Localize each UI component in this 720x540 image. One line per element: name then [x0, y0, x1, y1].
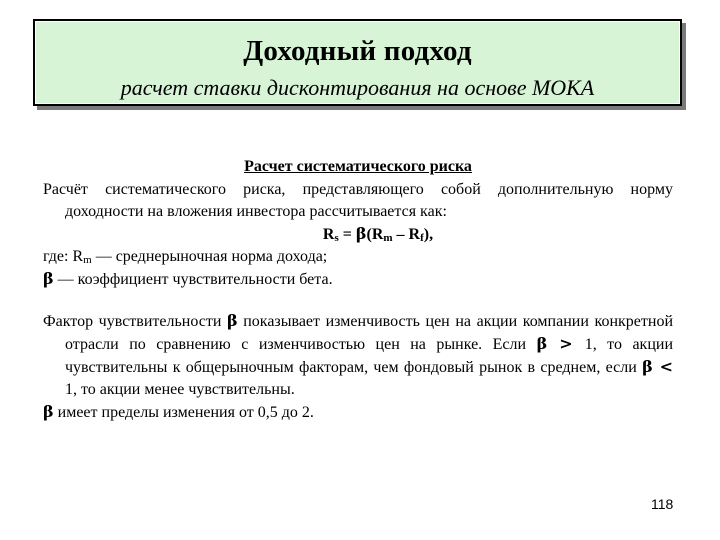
where-prefix: где: R [43, 248, 84, 265]
formula-beta: β [355, 224, 367, 243]
page-number: 118 [651, 496, 674, 512]
where-text: — среднерыночная норма дохода; [91, 248, 328, 265]
sensitivity-text-d: 1, то акции менее чувствительны. [65, 381, 295, 398]
section-title: Расчет систематического риска [244, 158, 472, 175]
formula-close: ), [423, 226, 434, 243]
greater-than-sign: > [547, 334, 585, 353]
slide-header [33, 19, 682, 106]
beta-range [43, 401, 673, 424]
formula-minus: – R [392, 226, 421, 243]
spacer [43, 291, 673, 310]
formula [43, 223, 673, 246]
sensitivity-text-c: 1, то акции чувствительны к общерыночным факторам, чем фондовый рынок в среднем, если [65, 336, 674, 376]
formula-lhs: R [322, 226, 335, 243]
sensitivity-text-b: показывает изменчивость цен на акции компании конкретной отрасли по сравнению с изменчивостью цен на рынке. Если [65, 313, 674, 353]
beta-definition [43, 268, 673, 291]
beta-symbol: β [43, 269, 54, 288]
beta-range-text: имеет пределы изменения от 0,5 до 2. [53, 404, 314, 421]
formula-lhs-subscript: s [334, 232, 339, 244]
slide-subtitle: расчет ставки дисконтирования на основе МОКА [120, 75, 595, 100]
sensitivity-text-a: Фактор чувствительности [43, 313, 227, 330]
beta-symbol: β [43, 402, 54, 421]
beta-symbol: β [227, 311, 238, 330]
formula-open: (R [366, 226, 384, 243]
slide-title: Доходный подход [243, 35, 472, 67]
formula-rf-subscript: f [420, 232, 424, 244]
beta-symbol: β [536, 334, 548, 353]
sensitivity-paragraph [43, 310, 673, 401]
beta-symbol: β [642, 357, 653, 376]
slide-body [43, 156, 673, 424]
where-line [43, 246, 673, 268]
where-subscript: m [83, 254, 92, 266]
formula-rm-subscript: m [383, 232, 393, 244]
intro-paragraph: Расчёт систематического риска, представляющего собой дополнительную норму доходности на вложения инвестора рассчитывается как: [43, 181, 673, 220]
less-than-sign: < [652, 357, 673, 376]
beta-definition-text: — коэффициент чувствительности бета. [53, 271, 333, 288]
formula-eq: = [338, 226, 356, 243]
